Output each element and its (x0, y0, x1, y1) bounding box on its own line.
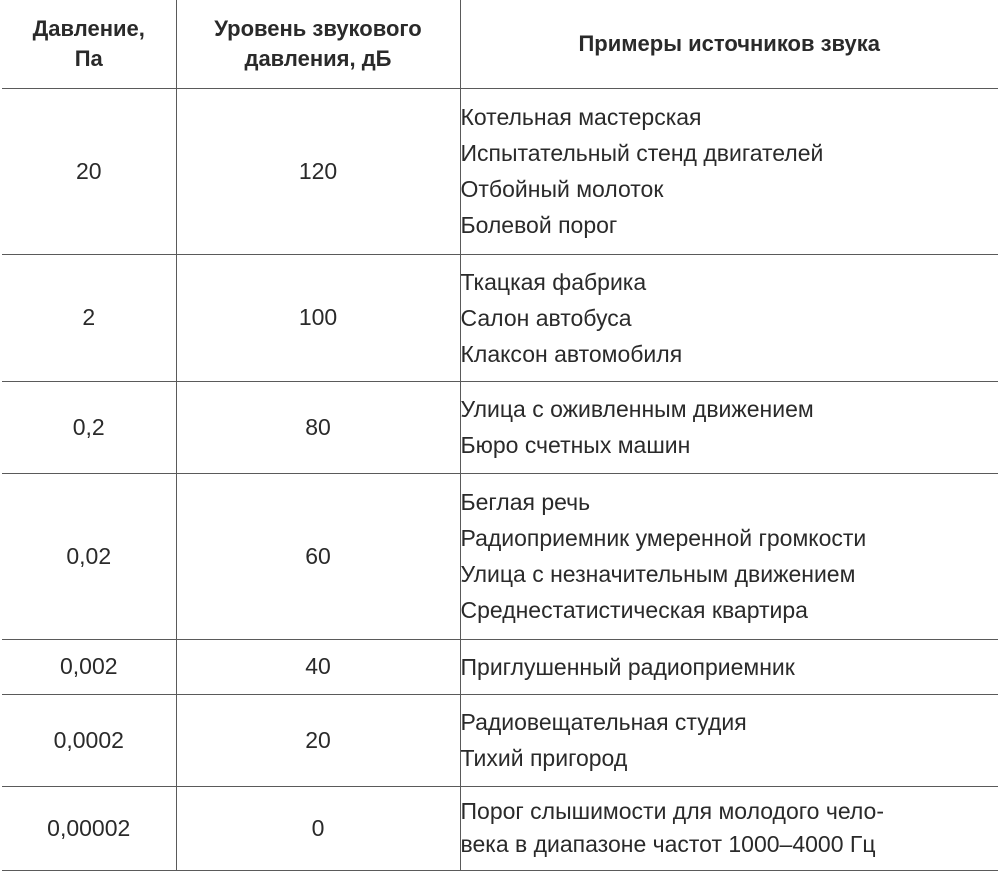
level-cell: 120 (176, 88, 460, 254)
example-line: Улица с незначительным движением (460, 561, 856, 587)
header-examples: Примеры источников звука (460, 0, 998, 88)
table-row (2, 473, 998, 639)
example-line: Клаксон автомобиля (460, 340, 683, 367)
examples-cell (460, 381, 998, 473)
level-cell: 40 (176, 639, 460, 694)
example-line: Котельная мастерская (460, 104, 702, 130)
example-line: Отбойный молоток (460, 176, 664, 202)
pressure-cell: 0,002 (2, 639, 176, 694)
example-line: Тихий пригород (460, 745, 628, 771)
pressure-cell: 0,00002 (2, 786, 176, 870)
sound-pressure-table (2, 0, 998, 871)
level-cell: 100 (176, 254, 460, 381)
example-line: Радиовещательная студия (460, 709, 747, 735)
header-pressure-line-1: Давление, (32, 15, 145, 41)
example-line: Приглушенный радиоприемник (460, 653, 795, 680)
examples-cell (460, 473, 998, 639)
example-line: Беглая речь (460, 489, 591, 515)
examples-cell (460, 786, 998, 870)
header-level (176, 0, 460, 88)
example-line: Салон автобуса (460, 304, 632, 331)
level-cell: 60 (176, 473, 460, 639)
example-line: Порог слышимости для молодого чело- (460, 798, 884, 824)
example-line: Среднестатистическая квартира (460, 597, 808, 623)
pressure-cell: 20 (2, 88, 176, 254)
table-header-row (2, 0, 998, 88)
level-cell: 0 (176, 786, 460, 870)
table-row (2, 381, 998, 473)
header-pressure-line-2: Па (74, 45, 103, 71)
example-line: Испытательный стенд двигателей (460, 140, 824, 166)
table-row (2, 786, 998, 870)
example-line: Болевой порог (460, 212, 618, 238)
examples-cell (460, 694, 998, 786)
table-row (2, 254, 998, 381)
example-line: века в диапазоне частот 1000–4000 Гц (460, 831, 876, 857)
example-line: Радиоприемник умеренной громкости (460, 525, 867, 551)
table-row (2, 694, 998, 786)
pressure-cell: 0,02 (2, 473, 176, 639)
example-line: Бюро счетных машин (460, 432, 691, 458)
examples-cell (460, 254, 998, 381)
table-row (2, 639, 998, 694)
example-line: Ткацкая фабрика (460, 268, 647, 295)
pressure-cell: 0,0002 (2, 694, 176, 786)
table-row (2, 88, 998, 254)
pressure-cell: 2 (2, 254, 176, 381)
header-level-line-2: давления, дБ (244, 45, 392, 71)
example-line: Улица с оживленным движением (460, 396, 814, 422)
header-pressure (2, 0, 176, 88)
level-cell: 80 (176, 381, 460, 473)
examples-cell (460, 639, 998, 694)
level-cell: 20 (176, 694, 460, 786)
header-level-line-1: Уровень звукового (214, 15, 422, 41)
pressure-cell: 0,2 (2, 381, 176, 473)
examples-cell (460, 88, 998, 254)
